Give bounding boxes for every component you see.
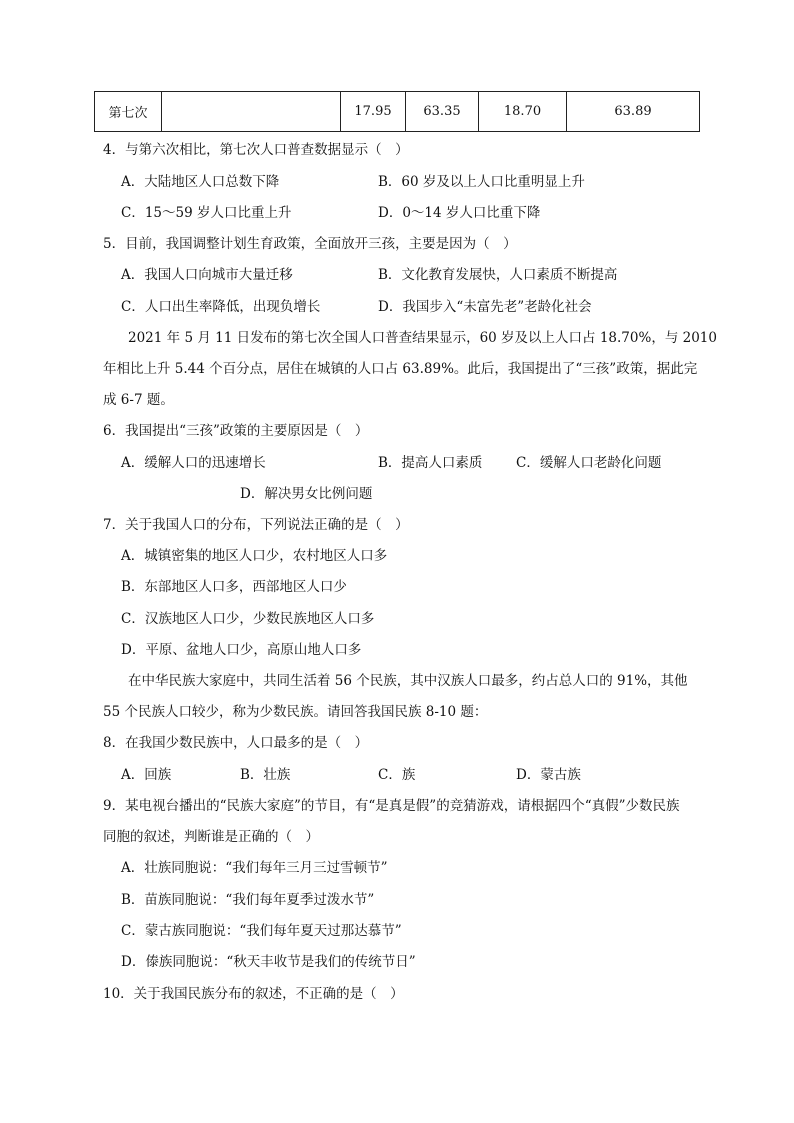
question-8-option-c: C．族 <box>378 767 416 783</box>
table-row <box>95 92 700 132</box>
question-5-option-c: C．人口出生率降低，出现负增长 <box>121 299 321 315</box>
census-table <box>94 91 700 132</box>
question-7-option-b: B．东部地区人口多，西部地区人口少 <box>121 579 347 595</box>
question-7-stem: 7．关于我国人口的分布，下列说法正确的是（ ） <box>103 517 409 533</box>
question-8-option-d: D．蒙古族 <box>516 767 581 783</box>
question-9-option-c: C．蒙古族同胞说：“我们每年夏天过那达慕节” <box>121 923 402 939</box>
question-7-option-d: D．平原、盆地人口少，高原山地人口多 <box>121 642 362 658</box>
table-cell: 18.70 <box>479 92 567 132</box>
question-7-option-a: A．城镇密集的地区人口少，农村地区人口多 <box>121 548 388 564</box>
question-9-option-a: A．壮族同胞说：“我们每年三月三过雪顿节” <box>121 860 388 876</box>
question-9-stem-line-1: 9．某电视台播出的“民族大家庭”的节目，有“是真是假”的竞猜游戏，请根据四个“真假”少数民族 <box>103 798 680 814</box>
question-6-option-c: C．缓解人口老龄化问题 <box>516 455 662 471</box>
table-cell: 17.95 <box>341 92 406 132</box>
question-6-stem: 6．我国提出“三孩”政策的主要原因是（ ） <box>103 423 369 439</box>
question-4-option-a: A．大陆地区人口总数下降 <box>121 174 280 190</box>
question-5-option-d: D．我国步入“未富先老”老龄化社会 <box>378 299 592 315</box>
question-8-stem: 8．在我国少数民族中，人口最多的是（ ） <box>103 735 369 751</box>
passage-2-line-2: 55 个民族人口较少，称为少数民族。请回答我国民族 8-10 题： <box>103 704 488 720</box>
question-9-option-d: D．傣族同胞说：“秋天丰收节是我们的传统节日” <box>121 954 416 970</box>
question-9-stem-line-2: 同胞的叙述，判断谁是正确的（ ） <box>103 829 319 845</box>
question-5-option-b: B．文化教育发展快，人口素质不断提高 <box>378 267 618 283</box>
passage-2-line-1: 在中华民族大家庭中，共同生活着 56 个民族，其中汉族人口最多，约占总人口的 91%，其他 <box>128 673 688 689</box>
question-8-option-b: B．壮族 <box>240 767 291 783</box>
question-6-option-d: D．解决男女比例问题 <box>240 486 373 502</box>
question-8-option-a: A．回族 <box>121 767 172 783</box>
table-cell: 63.35 <box>406 92 479 132</box>
question-9-option-b: B．苗族同胞说：“我们每年夏季过泼水节” <box>121 892 375 908</box>
question-4-stem: 4．与第六次相比，第七次人口普查数据显示（ ） <box>103 142 409 158</box>
question-5-stem: 5．目前，我国调整计划生育政策，全面放开三孩，主要是因为（ ） <box>103 236 517 252</box>
question-6-option-b: B．提高人口素质 <box>378 455 483 471</box>
table-cell <box>162 92 341 132</box>
passage-1-line-1: 2021 年 5 月 11 日发布的第七次全国人口普查结果显示，60 岁及以上人口占 18.70%，与 2010 <box>128 330 717 346</box>
table-cell: 第七次 <box>95 92 162 132</box>
passage-1-line-2: 年相比上升 5.44 个百分点，居住在城镇的人口占 63.89%。此后，我国提出了“三孩”政策，据此完 <box>103 361 698 377</box>
question-10-stem: 10．关于我国民族分布的叙述，不正确的是（ ） <box>103 986 404 1002</box>
question-4-option-b: B．60 岁及以上人口比重明显上升 <box>378 174 585 190</box>
question-4-option-c: C．15～59 岁人口比重上升 <box>121 205 292 221</box>
question-7-option-c: C．汉族地区人口少，少数民族地区人口多 <box>121 611 375 627</box>
passage-1-line-3: 成 6-7 题。 <box>103 392 174 408</box>
question-6-option-a: A．缓解人口的迅速增长 <box>121 455 266 471</box>
question-5-option-a: A．我国人口向城市大量迁移 <box>121 267 293 283</box>
question-4-option-d: D．0～14 岁人口比重下降 <box>378 205 541 221</box>
table-cell: 63.89 <box>567 92 700 132</box>
